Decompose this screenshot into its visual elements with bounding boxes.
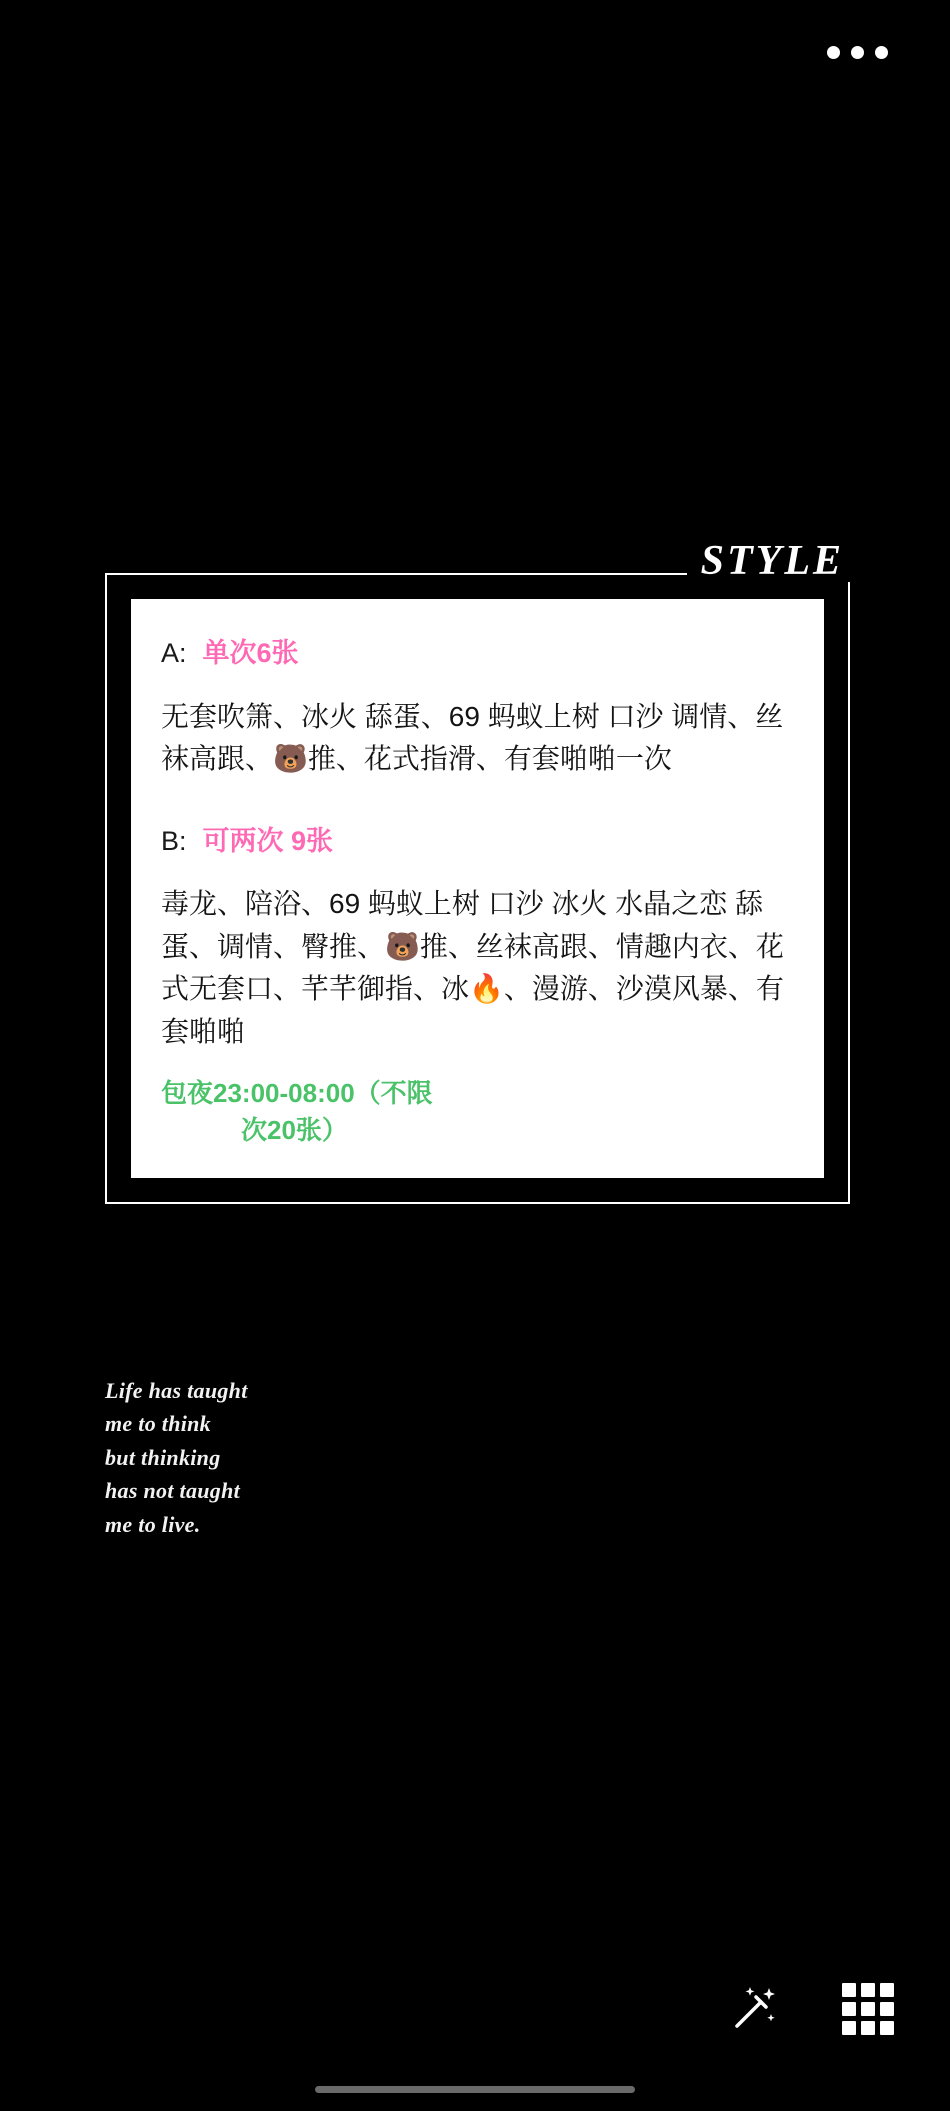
night-package-line-1: 包夜23:00-08:00（不限 xyxy=(161,1078,433,1109)
option-row-a xyxy=(161,633,796,674)
home-indicator[interactable] xyxy=(315,2086,635,2093)
card-body xyxy=(131,599,824,1178)
grid-cell xyxy=(880,1983,894,1997)
quote-line-5: me to live. xyxy=(105,1511,201,1537)
grid-icon xyxy=(842,1983,894,2035)
quote-block xyxy=(105,1374,248,1541)
more-options-button[interactable] xyxy=(827,46,888,59)
grid-cell xyxy=(842,2002,856,2016)
quote-line-4: has not taught xyxy=(105,1478,241,1504)
grid-cell xyxy=(861,2021,875,2035)
grid-cell xyxy=(861,2002,875,2016)
grid-cell xyxy=(842,1983,856,1997)
quote-line-2: me to think xyxy=(105,1411,211,1437)
option-a-value: 单次6张 xyxy=(202,638,299,668)
grid-cell xyxy=(880,2002,894,2016)
option-row-b xyxy=(161,821,796,862)
grid-cell xyxy=(842,2021,856,2035)
more-dot-3 xyxy=(875,46,888,59)
more-dot-2 xyxy=(851,46,864,59)
option-a-key: A: xyxy=(161,638,187,668)
quote-line-1: Life has taught xyxy=(105,1378,248,1403)
option-b-key: B: xyxy=(161,825,187,856)
more-dot-1 xyxy=(827,46,840,59)
night-package-note xyxy=(161,1075,796,1148)
grid-cell xyxy=(880,2021,894,2035)
bottom-toolbar xyxy=(724,1981,896,2037)
option-a-details: 无套吹箫、冰火 舔蛋、69 蚂蚁上树 口沙 调情、丝袜高跟、🐻推、花式指滑、有套啪啪一次 xyxy=(161,700,784,775)
grid-view-icon[interactable] xyxy=(840,1981,896,2037)
quote-line-3: but thinking xyxy=(105,1444,221,1470)
content-card xyxy=(105,538,850,1204)
style-title: STYLE xyxy=(687,540,850,582)
grid-cell xyxy=(861,1983,875,1997)
night-package-line-2: 次20张） xyxy=(241,1114,348,1145)
option-b-details: 毒龙、陪浴、69 蚂蚁上树 口沙 冰火 水晶之恋 舔蛋、调情、臀推、🐻推、丝袜高跟、情趣内衣、花式无套口、芊芊御指、冰🔥、漫游、沙漠风暴、有套啪啪 xyxy=(161,888,784,1047)
card-frame xyxy=(105,573,850,1204)
option-b-value: 可两次 9张 xyxy=(202,825,334,856)
magic-wand-icon[interactable] xyxy=(724,1981,780,2037)
